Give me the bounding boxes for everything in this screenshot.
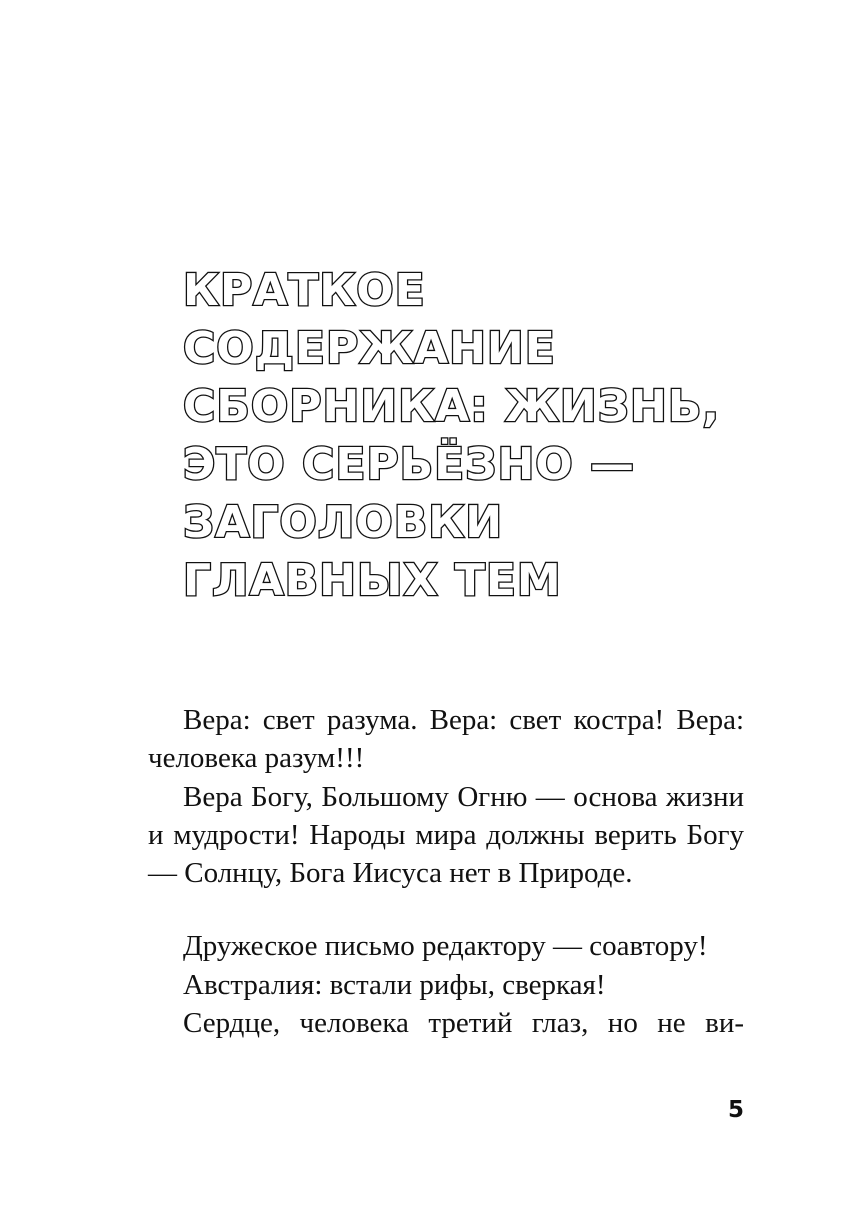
paragraph: Австралия: встали рифы, сверкая! bbox=[183, 968, 606, 1001]
chapter-title-line: СБОРНИКА: ЖИЗНЬ, bbox=[183, 381, 721, 432]
chapter-title-line: КРАТКОЕ bbox=[183, 265, 426, 316]
chapter-title-line: СОДЕРЖАНИЕ bbox=[183, 323, 556, 374]
body-text bbox=[148, 701, 744, 1042]
chapter-title-line: ЭТО СЕРЬЁЗНО — bbox=[183, 439, 636, 490]
paragraph: Вера: свет разума. Вера: свет костра! Вера: человека разум!!! bbox=[148, 704, 744, 775]
paragraph: Вера Богу, Большому Огню — основа жизни и мудрости! Народы мира должны верить Богу — Солнцу, Бога Иисуса нет в Природе. bbox=[148, 780, 744, 890]
paragraph: Сердце, человека третий глаз, но не ви- bbox=[183, 1007, 744, 1040]
chapter-title bbox=[183, 262, 803, 610]
paragraph: Дружеское письмо редактору — соавтору! bbox=[183, 930, 708, 963]
page-number: 5 bbox=[728, 1097, 745, 1123]
chapter-title-line: ГЛАВНЫХ ТЕМ bbox=[183, 555, 562, 606]
chapter-title-line: ЗАГОЛОВКИ bbox=[183, 497, 504, 548]
